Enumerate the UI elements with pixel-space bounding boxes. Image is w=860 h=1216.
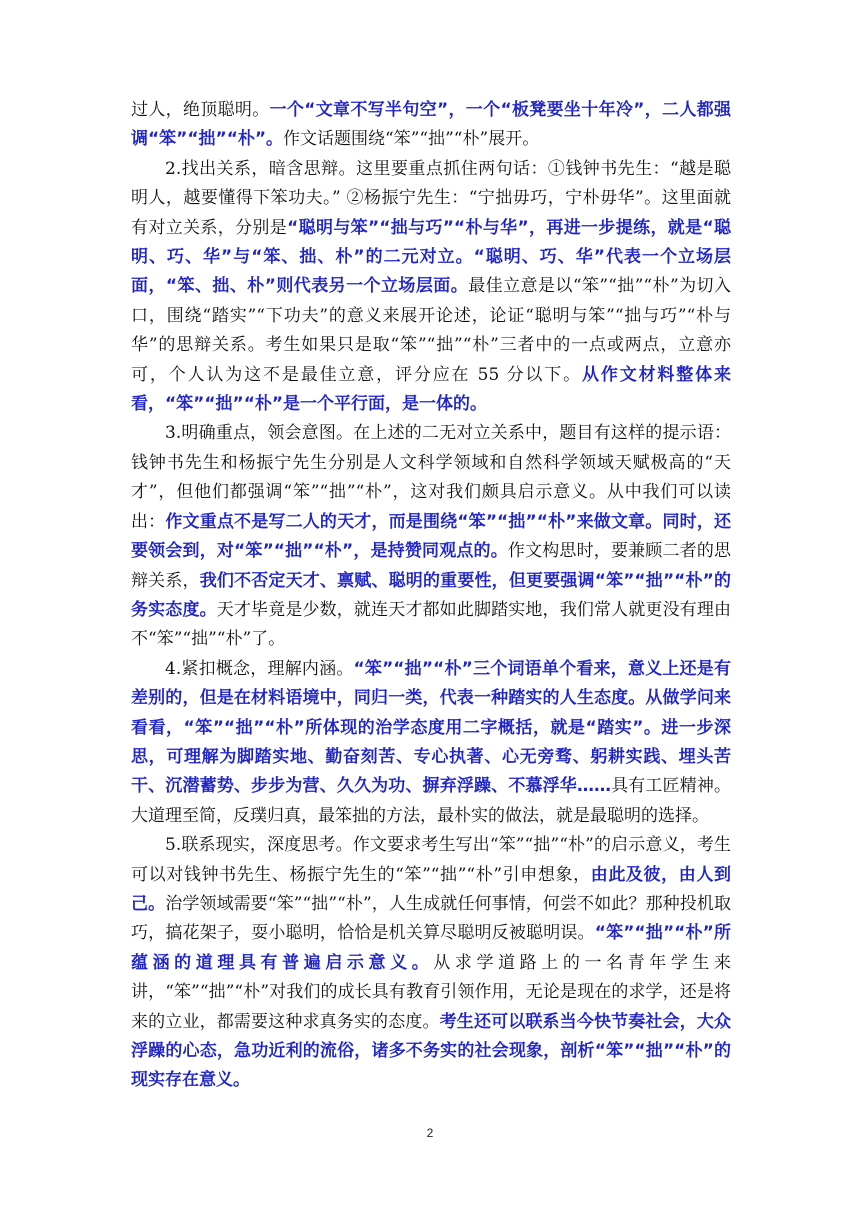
highlighted-text: 由此及彼，由人到己。 — [131, 864, 731, 914]
highlighted-text: 考生还可以联系当今快节奏社会，大众浮躁的心态，急功近利的流俗，诸多不务实的社会现象，剖析“笨”“拙”“朴”的现实存在意义。 — [131, 1011, 732, 1091]
body-text: 4.紧扣概念，理解内涵。 — [165, 658, 354, 679]
body-text: 天才毕竟是少数，就连天才都如此脚踏实地，我们常人就更没有理由不“笨”“拙”“朴”了。 — [131, 599, 732, 650]
body-text: 3.明确重点，领会意图。在上述的二无对立关系中，题目有这样的提示语：钱钟书先生和杨振宁先生分别是人文科学领域和自然科学领域天赋极高的“天才”，但他们都强调“笨”“拙”“朴”，这对我们颇具启示意义。从中我们可以读出： — [131, 423, 731, 532]
paragraph-grasp-concepts — [131, 655, 731, 831]
highlighted-text: 一个“文章不写半句空”，一个“板凳要坐十年冷”，二人都强调“笨”“拙”“朴”。 — [131, 100, 731, 150]
body-text: 2.找出关系，暗含思辩。这里要重点抓住两句话：①钱钟书先生：“越是聪明人，越要懂得下笨功夫。” ②杨振宁先生：“宁拙毋巧，宁朴毋华”。这里面就有对立关系，分别是 — [131, 158, 731, 238]
body-text: 具有工匠精神。大道理至简，反璞归真，最笨拙的方法，最朴实的做法，就是最聪明的选择。 — [131, 776, 732, 826]
body-text: 最佳立意是以“笨”“拙”“朴”为切入口，围绕“踏实”“下功夫”的意义来展开论述，论证“聪明与笨”“拙与巧”“朴与华”的思辩关系。考生如果只是取“笨”“拙”“朴”三者中的一点或两点，立意亦可，个人认为这不是最佳立意，评分应在 55 分以下。 — [131, 276, 731, 385]
paragraph-clarify-focus — [131, 419, 731, 654]
body-text: 作文话题围绕“笨”“拙”“朴”展开。 — [283, 129, 540, 150]
highlighted-text: “聪明与笨”“拙与巧”“朴与华”，再进一步提练，就是“聪明、巧、华”与“笨、拙、朴”的二元对立。“聪明、巧、华”代表一个立场层面，“笨、拙、朴”则代表另一个立场层面。 — [131, 217, 731, 297]
body-text: 治学领域需要“笨”“拙”“朴”，人生成就任何事情，何尝不如此？那种投机取巧，搞花架子，耍小聪明，恰恰是机关算尽聪明反被聪明误。 — [131, 893, 732, 944]
body-text: 作文构思时，要兼顾二者的思辩关系， — [131, 541, 731, 591]
paragraph-continuation — [131, 96, 731, 155]
page-number: 2 — [426, 1126, 434, 1140]
paragraph-connect-reality — [131, 831, 731, 1096]
highlighted-text: 从作文材料整体来看，“笨”“拙”“朴”是一个平行面，是一体的。 — [131, 364, 731, 415]
highlighted-text: “笨”“拙”“朴”三个词语单个看来，意义上还是有差别的，但是在材料语境中，同归一类，代表一种踏实的人生态度。从做学问来看看，“笨”“拙”“朴”所体现的治学态度用二字概括，就是“踏实”。进一步深思，可理解为脚踏实地、勤奋刻苦、专心执著、心无旁骛、躬耕实践、埋头苦干、沉潜蓄势、步步为营、久久为功、摒弃浮躁、不慕浮华…… — [131, 658, 731, 797]
highlighted-text: “笨”“拙”“朴”所蕴涵的道理具有普遍启示意义。 — [131, 923, 731, 973]
body-text: 5.联系现实，深度思考。作文要求考生写出“笨”“拙”“朴”的启示意义，考生可以对钱钟书先生、杨振宁先生的“笨”“拙”“朴”引申想象， — [131, 835, 731, 885]
body-text: 从求学道路上的一名青年学生来讲，“笨”“拙”“朴”对我们的成长具有教育引领作用，无论是现在的求学，还是将来的立业，都需要这种求真务实的态度。 — [131, 952, 731, 1032]
document-body — [131, 96, 731, 1096]
highlighted-text: 作文重点不是写二人的天才，而是围绕“笨”“拙”“朴”来做文章。同时，还要领会到，对“笨”“拙”“朴”，是持赞同观点的。 — [131, 511, 731, 562]
highlighted-text: 我们不否定天才、禀赋、聪明的重要性，但更要强调“笨”“拙”“朴”的务实态度。 — [131, 570, 731, 620]
paragraph-find-relations — [131, 155, 731, 420]
body-text: 过人，绝顶聪明。 — [131, 100, 270, 120]
